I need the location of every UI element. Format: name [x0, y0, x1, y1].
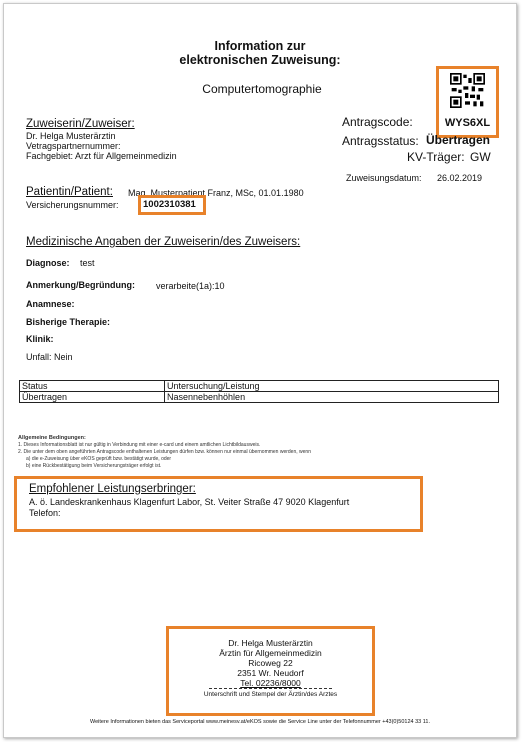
provider-heading: Empfohlener Leistungserbringer:	[29, 483, 196, 495]
versicherungsnummer-label: Versicherungsnummer:	[26, 200, 119, 210]
provider-address: A. ö. Landeskrankenhaus Klagenfurt Labor, St. Veiter Straße 47 9020 Klagenfurt	[29, 497, 350, 507]
table-header-leistung: Untersuchung/Leistung	[165, 381, 499, 392]
table-header-row	[20, 381, 499, 392]
zuweiser-name: Dr. Helga Musterärztin	[26, 131, 116, 141]
footer-note: Weitere Informationen bieten das Serviceportal www.meinesv.at/eKOS sowie die Service Line unter der Telefonnummer +43(0)50124 33 11.	[89, 719, 430, 725]
stamp-box	[166, 626, 375, 716]
antragscode-label: Antragscode:	[342, 115, 413, 129]
title-line-1: Information zur	[214, 39, 306, 53]
patient-heading: Patientin/Patient:	[26, 186, 113, 198]
zuweisungsdatum-value: 26.02.2019	[437, 173, 483, 183]
antragscode-value: WYS6XL	[444, 117, 491, 129]
stamp-line-5: Tel. 02236/8000	[240, 678, 301, 688]
unfall-label-text: Unfall:	[26, 352, 52, 362]
table-cell-leistung: Nasennebenhöhlen	[165, 392, 499, 403]
diagnose-label: Diagnose:	[26, 258, 70, 268]
versicherungsnummer-box	[138, 195, 206, 215]
kv-traeger-value: GW	[470, 150, 491, 164]
stamp-caption: Unterschrift und Stempel der Ärztin/des Arztes	[203, 691, 338, 698]
stamp-line-1: Dr. Helga Musterärztin	[228, 638, 313, 648]
vertragspartnernummer: Vetragspartnernummer:	[26, 141, 121, 151]
anmerkung-label: Anmerkung/Begründung:	[26, 280, 135, 290]
conditions-heading: Allgemeine Bedingungen:	[18, 435, 86, 441]
signature-line	[209, 688, 332, 689]
conditions-line-1: 1. Dieses Informationsblatt ist nur gültig in Verbindung mit einer e-card und einem amtlichen Lichtbildausweis.	[18, 442, 261, 448]
title-line-2: elektronischen Zuweisung:	[179, 53, 341, 67]
status-table	[19, 380, 499, 403]
qr-code-icon	[450, 73, 485, 108]
table-header-status: Status	[20, 381, 165, 392]
provider-box	[14, 476, 423, 532]
kv-traeger-label: KV-Träger:	[407, 150, 465, 164]
subtitle: Computertomographie	[202, 82, 322, 96]
provider-phone: Telefon:	[29, 508, 61, 518]
stamp-line-2: Ärztin für Allgemeinmedizin	[219, 648, 322, 658]
medical-heading: Medizinische Angaben der Zuweiserin/des Zuweisers:	[26, 236, 301, 248]
zuweiser-heading: Zuweiserin/Zuweiser:	[26, 118, 135, 130]
document-page	[3, 3, 517, 738]
fachgebiet: Fachgebiet: Arzt für Allgemeinmedizin	[26, 151, 177, 161]
conditions-line-4: b) eine Rückbestätigung beim Versicherungsträger erfolgt ist.	[26, 463, 162, 469]
unfall-value: Nein	[54, 352, 73, 362]
anamnese-label: Anamnese:	[26, 299, 75, 309]
klinik-label: Klinik:	[26, 334, 54, 344]
conditions-line-3: a) die e-Zuweisung über eKOS geprüft bzw. bestätigt wurde, oder	[26, 456, 172, 462]
versicherungsnummer-value: 1002310381	[143, 199, 196, 210]
conditions-line-2: 2. Die unter dem oben angeführten Antragscode enthaltenen Leistungen dürfen bzw. können nur einmal übernommen werden, wenn	[18, 449, 311, 455]
antragsstatus-label: Antragsstatus:	[342, 134, 419, 148]
qr-code-box	[436, 66, 499, 138]
table-cell-status: Übertragen	[20, 392, 165, 403]
unfall-label	[26, 352, 73, 362]
table-row	[20, 392, 499, 403]
stamp-line-3: Ricoweg 22	[248, 658, 293, 668]
zuweisungsdatum-label: Zuweisungsdatum:	[346, 173, 422, 183]
diagnose-value: test	[80, 258, 95, 268]
stamp-line-4: 2351 Wr. Neudorf	[237, 668, 304, 678]
therapie-label: Bisherige Therapie:	[26, 317, 111, 327]
patient-value: Mag. Musterpatient Franz, MSc, 01.01.1980	[128, 188, 304, 198]
antragsstatus-value: Übertragen	[426, 133, 491, 147]
anmerkung-value: verarbeite(1a):10	[156, 281, 225, 291]
